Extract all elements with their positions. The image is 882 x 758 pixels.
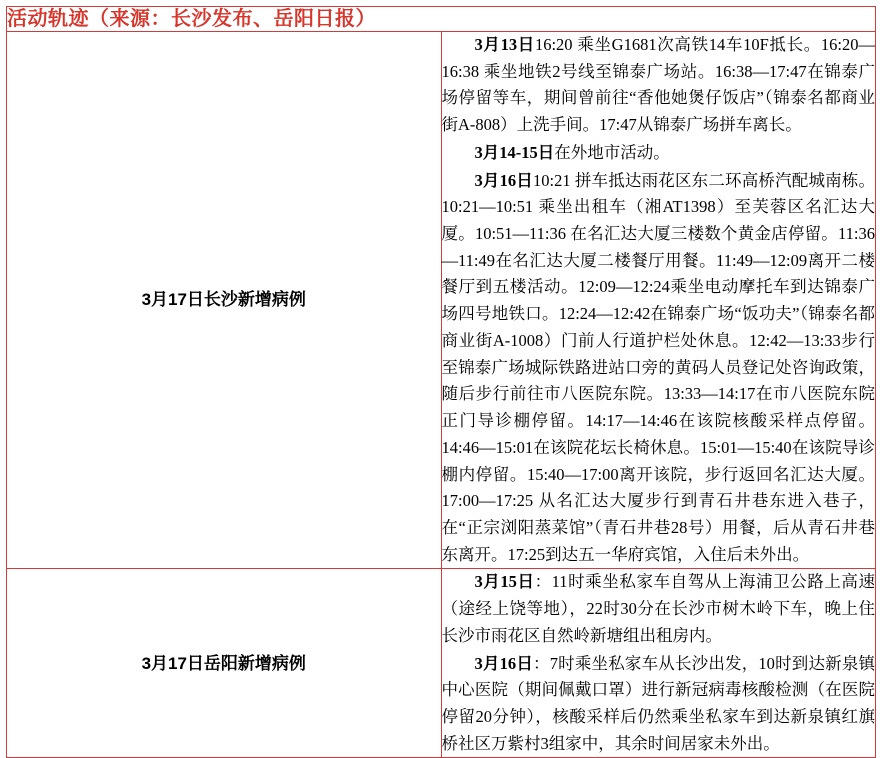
paragraph-lead: 3月16日 bbox=[474, 653, 533, 673]
table-title-cell bbox=[7, 7, 876, 32]
paragraph-text: 10:21 拼车抵达雨花区东二环高桥汽配城南栋。10:21—10:51 乘坐出租车（湘AT1398）至芙蓉区名汇达大厦。10:51—11:36 在名汇达大厦三楼数个黄金店停留。11:36—11:49在名汇达大厦二楼餐厅用餐。11:49—12:09离开二楼餐厅到五楼活动。12:09—12:24乘坐电动摩托车到达锦泰广场四号地铁口。12:24—12:42在锦泰广场“饭功夫”（锦泰名都商业街A-1008）门前人行道护栏处休息。12:42—13:33步行至锦泰广场城际铁路进站口旁的黄码人员登记处咨询政策，随后步行前往市八医院东院。13:33—14:17在市八医院东院正门导诊棚停留。14:17—14:46在该院核酸采样点停留。14:46—15:01在该院花坛长椅休息。15:01—15:40在该院导诊棚内停留。15:40—17:00离开该院，步行返回名汇达大厦。17:00—17:25 从名汇达大厦步行到青石井巷东进入巷子，在“正宗浏阳蒸菜馆”（青石井巷28号）用餐，后从青石井巷东离开。17:25到达五一华府宾馆，入住后未外出。 bbox=[441, 170, 875, 564]
paragraph-text: ：7时乘坐私家车从长沙出发，10时到达新泉镇中心医院（期间佩戴口罩）进行新冠病毒核酸检测（在医院停留20分钟），核酸采样后仍然乘坐私家车到达新泉镇红旗桥社区万紫村3组家中，其余时间居家未外出。 bbox=[441, 653, 875, 753]
table-row bbox=[7, 569, 876, 758]
activity-track-table bbox=[6, 6, 876, 758]
paragraph-lead: 3月16日 bbox=[474, 170, 533, 190]
paragraph bbox=[442, 140, 876, 167]
row-content-changsha bbox=[441, 32, 876, 569]
paragraph-text: ：11时乘坐私家车自驾从上海浦卫公路上高速（途经上饶等地），22时30分在长沙市树木岭下车，晚上住长沙市雨花区自然岭新塘组出租房内。 bbox=[441, 572, 876, 645]
table-row bbox=[7, 32, 876, 569]
row-header-changsha: 3月17日长沙新增病例 bbox=[7, 32, 442, 569]
paragraph bbox=[442, 569, 876, 649]
row-content-yueyang bbox=[441, 569, 876, 758]
page-title: 活动轨迹（来源：长沙发布、岳阳日报） bbox=[7, 8, 376, 30]
row-header-yueyang: 3月17日岳阳新增病例 bbox=[7, 569, 442, 758]
paragraph-lead: 3月15日 bbox=[474, 572, 535, 592]
paragraph-text: 16:20 乘坐G1681次高铁14车10F抵长。16:20—16:38 乘坐地铁2号线至锦泰广场站。16:38—17:47在锦泰广场停留等车，期间曾前往“香他她煲仔饭店”（锦泰名都商业街A-808）上洗手间。17:47从锦泰广场拼车离长。 bbox=[441, 35, 876, 135]
paragraph bbox=[442, 32, 876, 139]
paragraph-text: 在外地市活动。 bbox=[554, 142, 670, 162]
paragraph bbox=[442, 651, 876, 758]
paragraph-lead: 3月13日 bbox=[474, 35, 535, 54]
paragraph-lead: 3月14-15日 bbox=[474, 142, 555, 162]
paragraph bbox=[442, 168, 876, 569]
table-title-row bbox=[7, 7, 876, 32]
